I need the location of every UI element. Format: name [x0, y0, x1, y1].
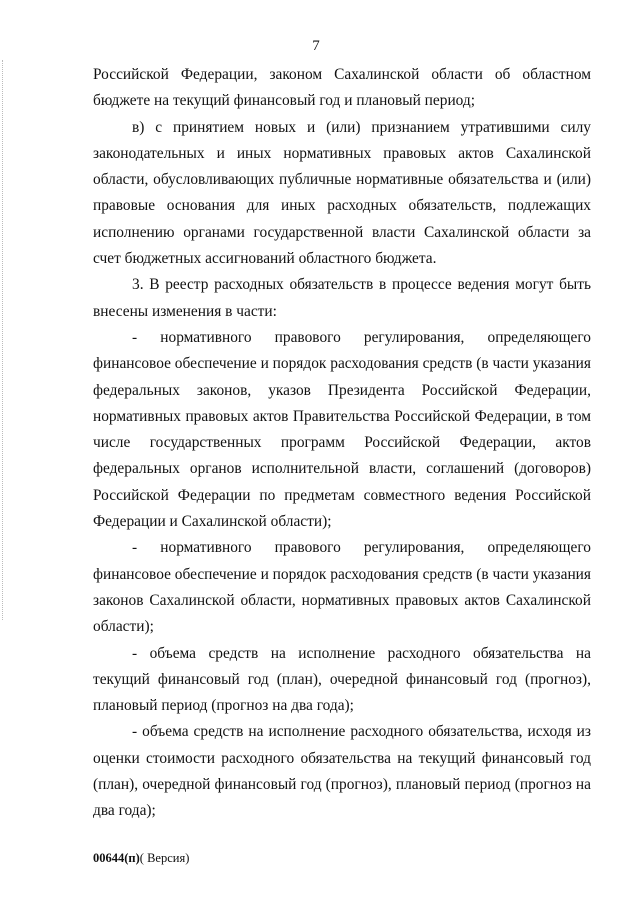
list-item-funding-volume: - объема средств на исполнение расходного обязательства на текущий финансовый год (план), очередной финансовый год (прогноз), плановый период (прогноз на два года); — [93, 644, 591, 715]
list-item-cost-estimate: - объема средств на исполнение расходного обязательства, исходя из оценки стоимости расходного обязательства на текущий финансовый год (план), очередной финансовый год (прогноз), плановый период (прогноз на два года); — [93, 723, 591, 820]
paragraph-continuation: Российской Федерации, законом Сахалинской области об областном бюджете на текущий финансовый год и плановый период; — [93, 66, 591, 110]
paragraph-item-v: в) с принятием новых и (или) признанием утратившими силу законодательных и иных нормативных правовых актов Сахалинской области, обусловливающих публичные нормативные обязательства и (или) правовые основания для иных расходных обязательств, подлежащих исполнению органами государственной власти Сахалинской области за счет бюджетных ассигнований областного бюджета. — [93, 118, 591, 268]
scan-margin-marks — [2, 60, 5, 620]
list-item-regional-regulation: - нормативного правового регулирования, определяющего финансовое обеспечение и порядок расходования средств (в части указания законов Сахалинской области, нормативных правовых актов Сахалинской области); — [93, 539, 591, 636]
document-footer — [93, 851, 189, 866]
document-version: ( Версия) — [139, 851, 190, 865]
page-number: 7 — [312, 38, 320, 54]
document-body — [93, 62, 591, 825]
paragraph-section-3: 3. В реестр расходных обязательств в процессе ведения могут быть внесены изменения в части: — [93, 276, 591, 320]
document-code: 00644(п) — [93, 851, 140, 865]
list-item-federal-regulation: - нормативного правового регулирования, определяющего финансовое обеспечение и порядок расходования средств (в части указания федеральных законов, указов Президента Российской Федерации, нормативных правовых актов Правительства Российской Федерации, в том числе государственных программ Российской Федерации, актов федеральных органов исполнительной власти, соглашений (договоров) Российской Федерации по предметам совместного ведения Российской Федерации и Сахалинской области); — [93, 328, 591, 531]
